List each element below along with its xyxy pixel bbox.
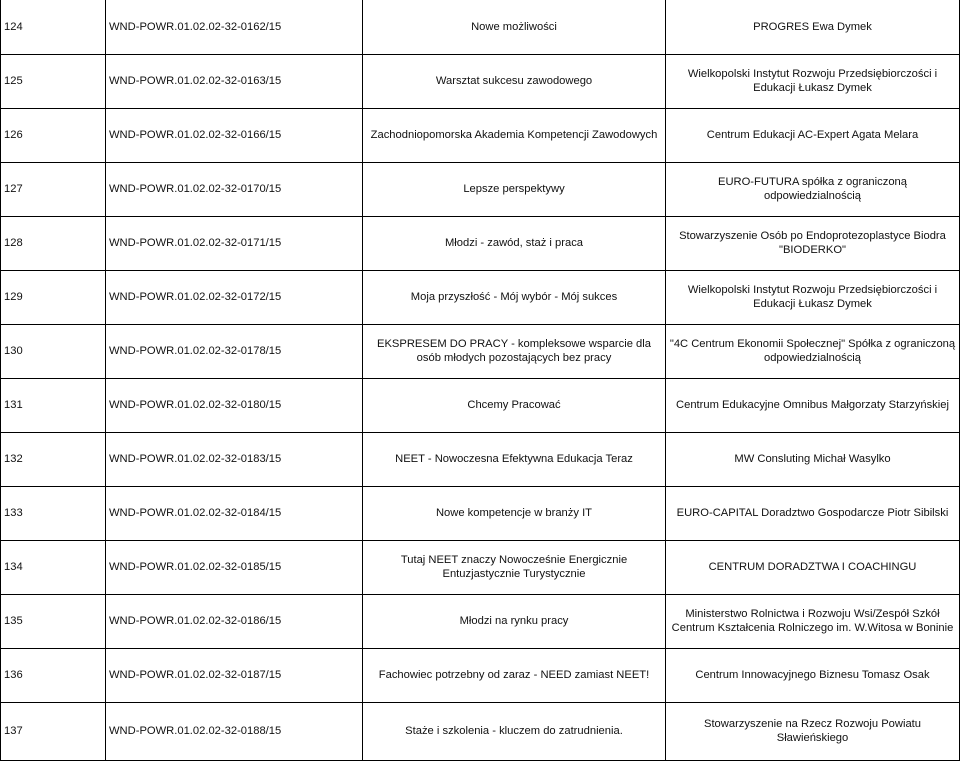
application-code: WND-POWR.01.02.02-32-0163/15 xyxy=(106,54,363,108)
application-code: WND-POWR.01.02.02-32-0171/15 xyxy=(106,216,363,270)
table-row xyxy=(1,378,960,432)
table-row xyxy=(1,0,960,54)
row-number: 124 xyxy=(1,0,106,54)
row-number: 136 xyxy=(1,648,106,702)
table-row xyxy=(1,594,960,648)
project-title: Nowe kompetencje w branży IT xyxy=(363,486,666,540)
application-code: WND-POWR.01.02.02-32-0178/15 xyxy=(106,324,363,378)
applicant-name: Centrum Innowacyjnego Biznesu Tomasz Osak xyxy=(666,648,960,702)
row-number: 131 xyxy=(1,378,106,432)
project-title: Młodzi na rynku pracy xyxy=(363,594,666,648)
application-code: WND-POWR.01.02.02-32-0180/15 xyxy=(106,378,363,432)
row-number: 127 xyxy=(1,162,106,216)
row-number: 125 xyxy=(1,54,106,108)
application-code: WND-POWR.01.02.02-32-0166/15 xyxy=(106,108,363,162)
table-row xyxy=(1,162,960,216)
applicant-name: Stowarzyszenie Osób po Endoprotezoplastyce Biodra "BIODERKO" xyxy=(666,216,960,270)
project-title: Warsztat sukcesu zawodowego xyxy=(363,54,666,108)
applicant-name: MW Consluting Michał Wasylko xyxy=(666,432,960,486)
applicant-name: "4C Centrum Ekonomii Społecznej" Spółka z ograniczoną odpowiedzialnością xyxy=(666,324,960,378)
applicant-name: Wielkopolski Instytut Rozwoju Przedsiębiorczości i Edukacji Łukasz Dymek xyxy=(666,54,960,108)
project-title: Moja przyszłość - Mój wybór - Mój sukces xyxy=(363,270,666,324)
table-row xyxy=(1,108,960,162)
applicant-name: EURO-FUTURA spółka z ograniczoną odpowiedzialnością xyxy=(666,162,960,216)
project-title: NEET - Nowoczesna Efektywna Edukacja Teraz xyxy=(363,432,666,486)
applicant-name: PROGRES Ewa Dymek xyxy=(666,0,960,54)
applicant-name: EURO-CAPITAL Doradztwo Gospodarcze Piotr Sibilski xyxy=(666,486,960,540)
application-code: WND-POWR.01.02.02-32-0170/15 xyxy=(106,162,363,216)
application-code: WND-POWR.01.02.02-32-0185/15 xyxy=(106,540,363,594)
project-title: Fachowiec potrzebny od zaraz - NEED zamiast NEET! xyxy=(363,648,666,702)
application-code: WND-POWR.01.02.02-32-0188/15 xyxy=(106,702,363,760)
applicant-name: Centrum Edukacyjne Omnibus Małgorzaty Starzyńskiej xyxy=(666,378,960,432)
table-row xyxy=(1,648,960,702)
applicant-name: Centrum Edukacji AC-Expert Agata Melara xyxy=(666,108,960,162)
table-row xyxy=(1,702,960,760)
project-title: Tutaj NEET znaczy Nowocześnie Energicznie Entuzjastycznie Turystycznie xyxy=(363,540,666,594)
project-title: Młodzi - zawód, staż i praca xyxy=(363,216,666,270)
table-row xyxy=(1,540,960,594)
application-code: WND-POWR.01.02.02-32-0184/15 xyxy=(106,486,363,540)
project-title: Lepsze perspektywy xyxy=(363,162,666,216)
application-code: WND-POWR.01.02.02-32-0186/15 xyxy=(106,594,363,648)
application-code: WND-POWR.01.02.02-32-0162/15 xyxy=(106,0,363,54)
project-title: Chcemy Pracować xyxy=(363,378,666,432)
project-title: EKSPRESEM DO PRACY - kompleksowe wsparcie dla osób młodych pozostających bez pracy xyxy=(363,324,666,378)
applicant-name: Wielkopolski Instytut Rozwoju Przedsiębiorczości i Edukacji Łukasz Dymek xyxy=(666,270,960,324)
application-code: WND-POWR.01.02.02-32-0183/15 xyxy=(106,432,363,486)
project-title: Zachodniopomorska Akademia Kompetencji Zawodowych xyxy=(363,108,666,162)
table-row xyxy=(1,486,960,540)
row-number: 137 xyxy=(1,702,106,760)
table-row xyxy=(1,270,960,324)
applicant-name: CENTRUM DORADZTWA I COACHINGU xyxy=(666,540,960,594)
row-number: 129 xyxy=(1,270,106,324)
row-number: 126 xyxy=(1,108,106,162)
project-title: Nowe możliwości xyxy=(363,0,666,54)
row-number: 128 xyxy=(1,216,106,270)
row-number: 133 xyxy=(1,486,106,540)
row-number: 132 xyxy=(1,432,106,486)
project-title: Staże i szkolenia - kluczem do zatrudnienia. xyxy=(363,702,666,760)
table-row xyxy=(1,216,960,270)
applicant-name: Ministerstwo Rolnictwa i Rozwoju Wsi/Zespół Szkół Centrum Kształcenia Rolniczego im. W.Witosa w Boninie xyxy=(666,594,960,648)
application-code: WND-POWR.01.02.02-32-0172/15 xyxy=(106,270,363,324)
row-number: 135 xyxy=(1,594,106,648)
table-row xyxy=(1,432,960,486)
projects-table-body xyxy=(1,0,960,760)
row-number: 134 xyxy=(1,540,106,594)
table-row xyxy=(1,324,960,378)
table-row xyxy=(1,54,960,108)
row-number: 130 xyxy=(1,324,106,378)
application-code: WND-POWR.01.02.02-32-0187/15 xyxy=(106,648,363,702)
applicant-name: Stowarzyszenie na Rzecz Rozwoju Powiatu Sławieńskiego xyxy=(666,702,960,760)
